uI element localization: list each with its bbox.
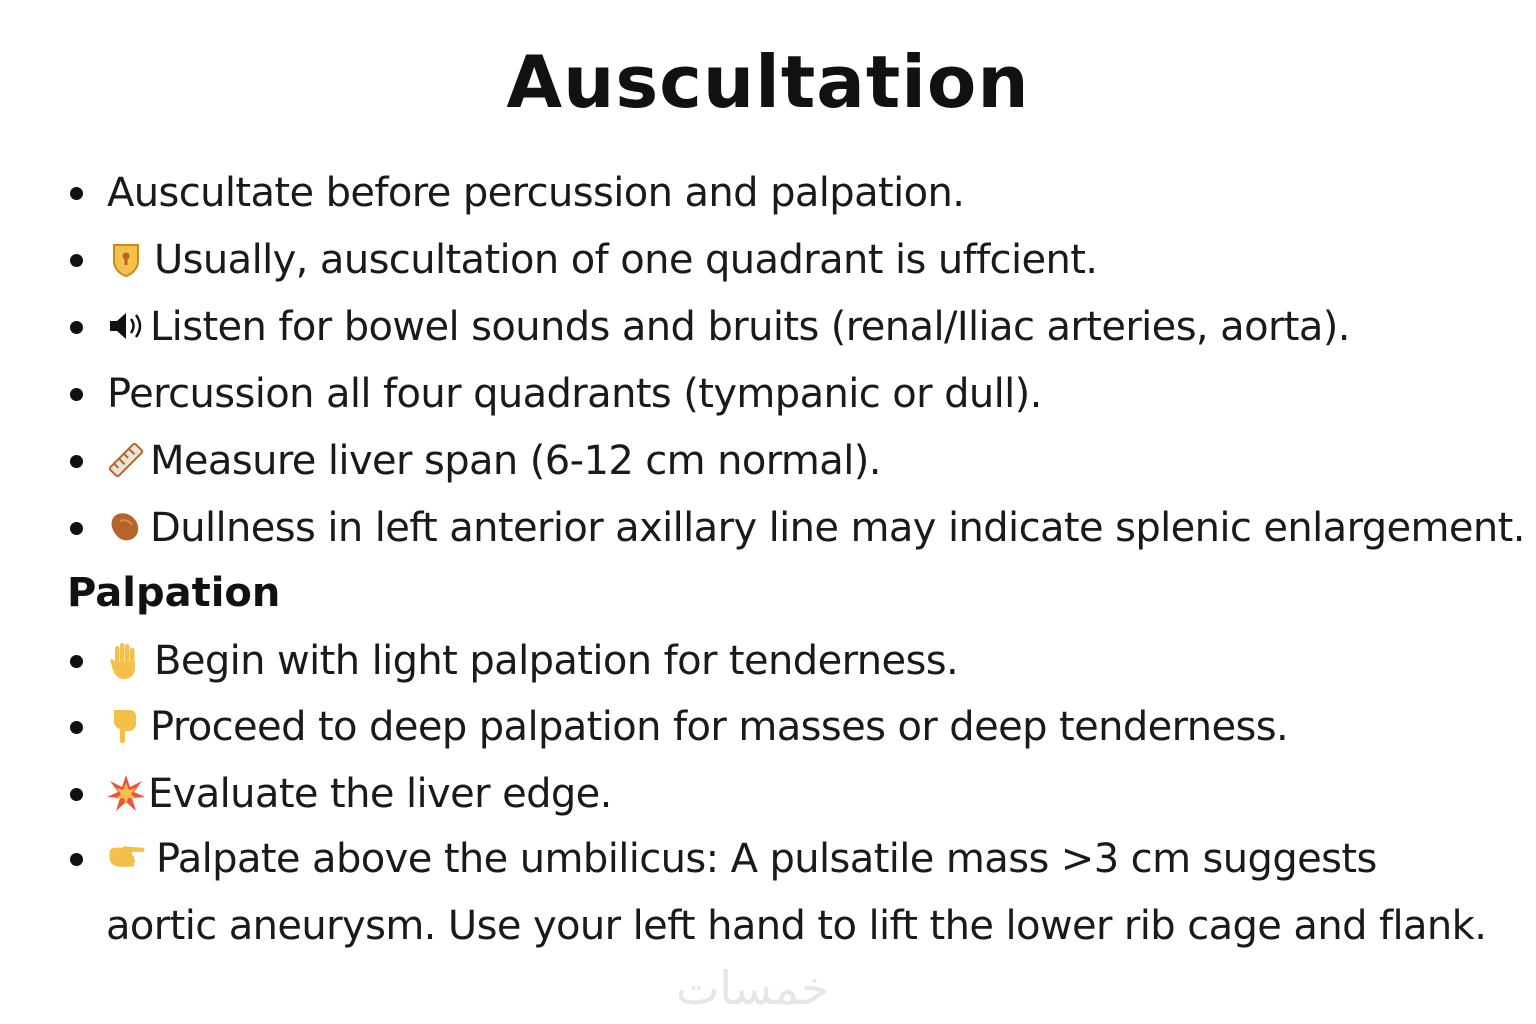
list-item-text: Palpate above the umbilicus: A pulsatile mass >3 cm suggests xyxy=(156,836,1377,882)
ruler-icon xyxy=(106,440,146,480)
list-item-content xyxy=(106,297,1350,357)
list-item-text: Begin with light palpation for tenderness. xyxy=(154,638,959,684)
list-item xyxy=(0,431,1536,491)
list-item-text: Measure liver span (6-12 cm normal). xyxy=(150,438,881,484)
list-item-content xyxy=(106,498,1525,558)
bullet-icon xyxy=(70,788,83,801)
list-item xyxy=(0,163,1536,223)
list-item xyxy=(0,829,1536,889)
bullet-icon xyxy=(70,853,83,866)
list-item xyxy=(0,697,1536,757)
list-item-content xyxy=(106,431,881,491)
list-item-text: Auscultate before percussion and palpation. xyxy=(107,170,965,216)
list-item xyxy=(0,297,1536,357)
list-item-text: Dullness in left anterior axillary line may indicate splenic enlargement. xyxy=(150,505,1525,551)
spleen-icon xyxy=(106,507,146,547)
bullet-icon xyxy=(70,321,83,334)
bullet-icon xyxy=(70,388,83,401)
list-item-content xyxy=(106,230,1097,290)
list-item xyxy=(0,498,1536,558)
watermark-logo: خمسات xyxy=(676,961,830,1015)
section-heading: Palpation xyxy=(67,570,281,616)
shield-icon xyxy=(106,239,146,279)
list-item xyxy=(0,364,1536,424)
raised-hand-icon xyxy=(104,640,144,680)
list-item xyxy=(0,764,1536,824)
burst-icon xyxy=(106,773,146,813)
pointing-down-icon xyxy=(104,706,140,746)
list-item xyxy=(0,230,1536,290)
list-item-content xyxy=(106,764,612,824)
bullet-icon xyxy=(70,522,83,535)
list-item xyxy=(0,631,1536,691)
bullet-icon xyxy=(70,455,83,468)
bullet-icon xyxy=(70,254,83,267)
list-item-text: Percussion all four quadrants (tympanic or dull). xyxy=(107,371,1042,417)
list-item-text: Evaluate the liver edge. xyxy=(148,771,612,817)
list-item-text: Proceed to deep palpation for masses or deep tenderness. xyxy=(150,704,1289,750)
page-title: Auscultation xyxy=(506,40,1030,124)
list-item-text: Usually, auscultation of one quadrant is uffcient. xyxy=(154,237,1098,283)
bullet-icon xyxy=(70,721,83,734)
list-item-continuation: aortic aneurysm. Use your left hand to lift the lower rib cage and flank. xyxy=(106,903,1487,949)
list-item-text: Listen for bowel sounds and bruits (renal/Iliac arteries, aorta). xyxy=(150,304,1350,350)
list-item-content xyxy=(106,829,1377,889)
pointing-right-icon xyxy=(106,838,152,878)
list-item-content xyxy=(104,631,958,691)
bullet-icon xyxy=(70,187,83,200)
speaker-icon xyxy=(106,306,144,346)
list-item-content xyxy=(104,697,1288,757)
bullet-icon xyxy=(70,655,83,668)
